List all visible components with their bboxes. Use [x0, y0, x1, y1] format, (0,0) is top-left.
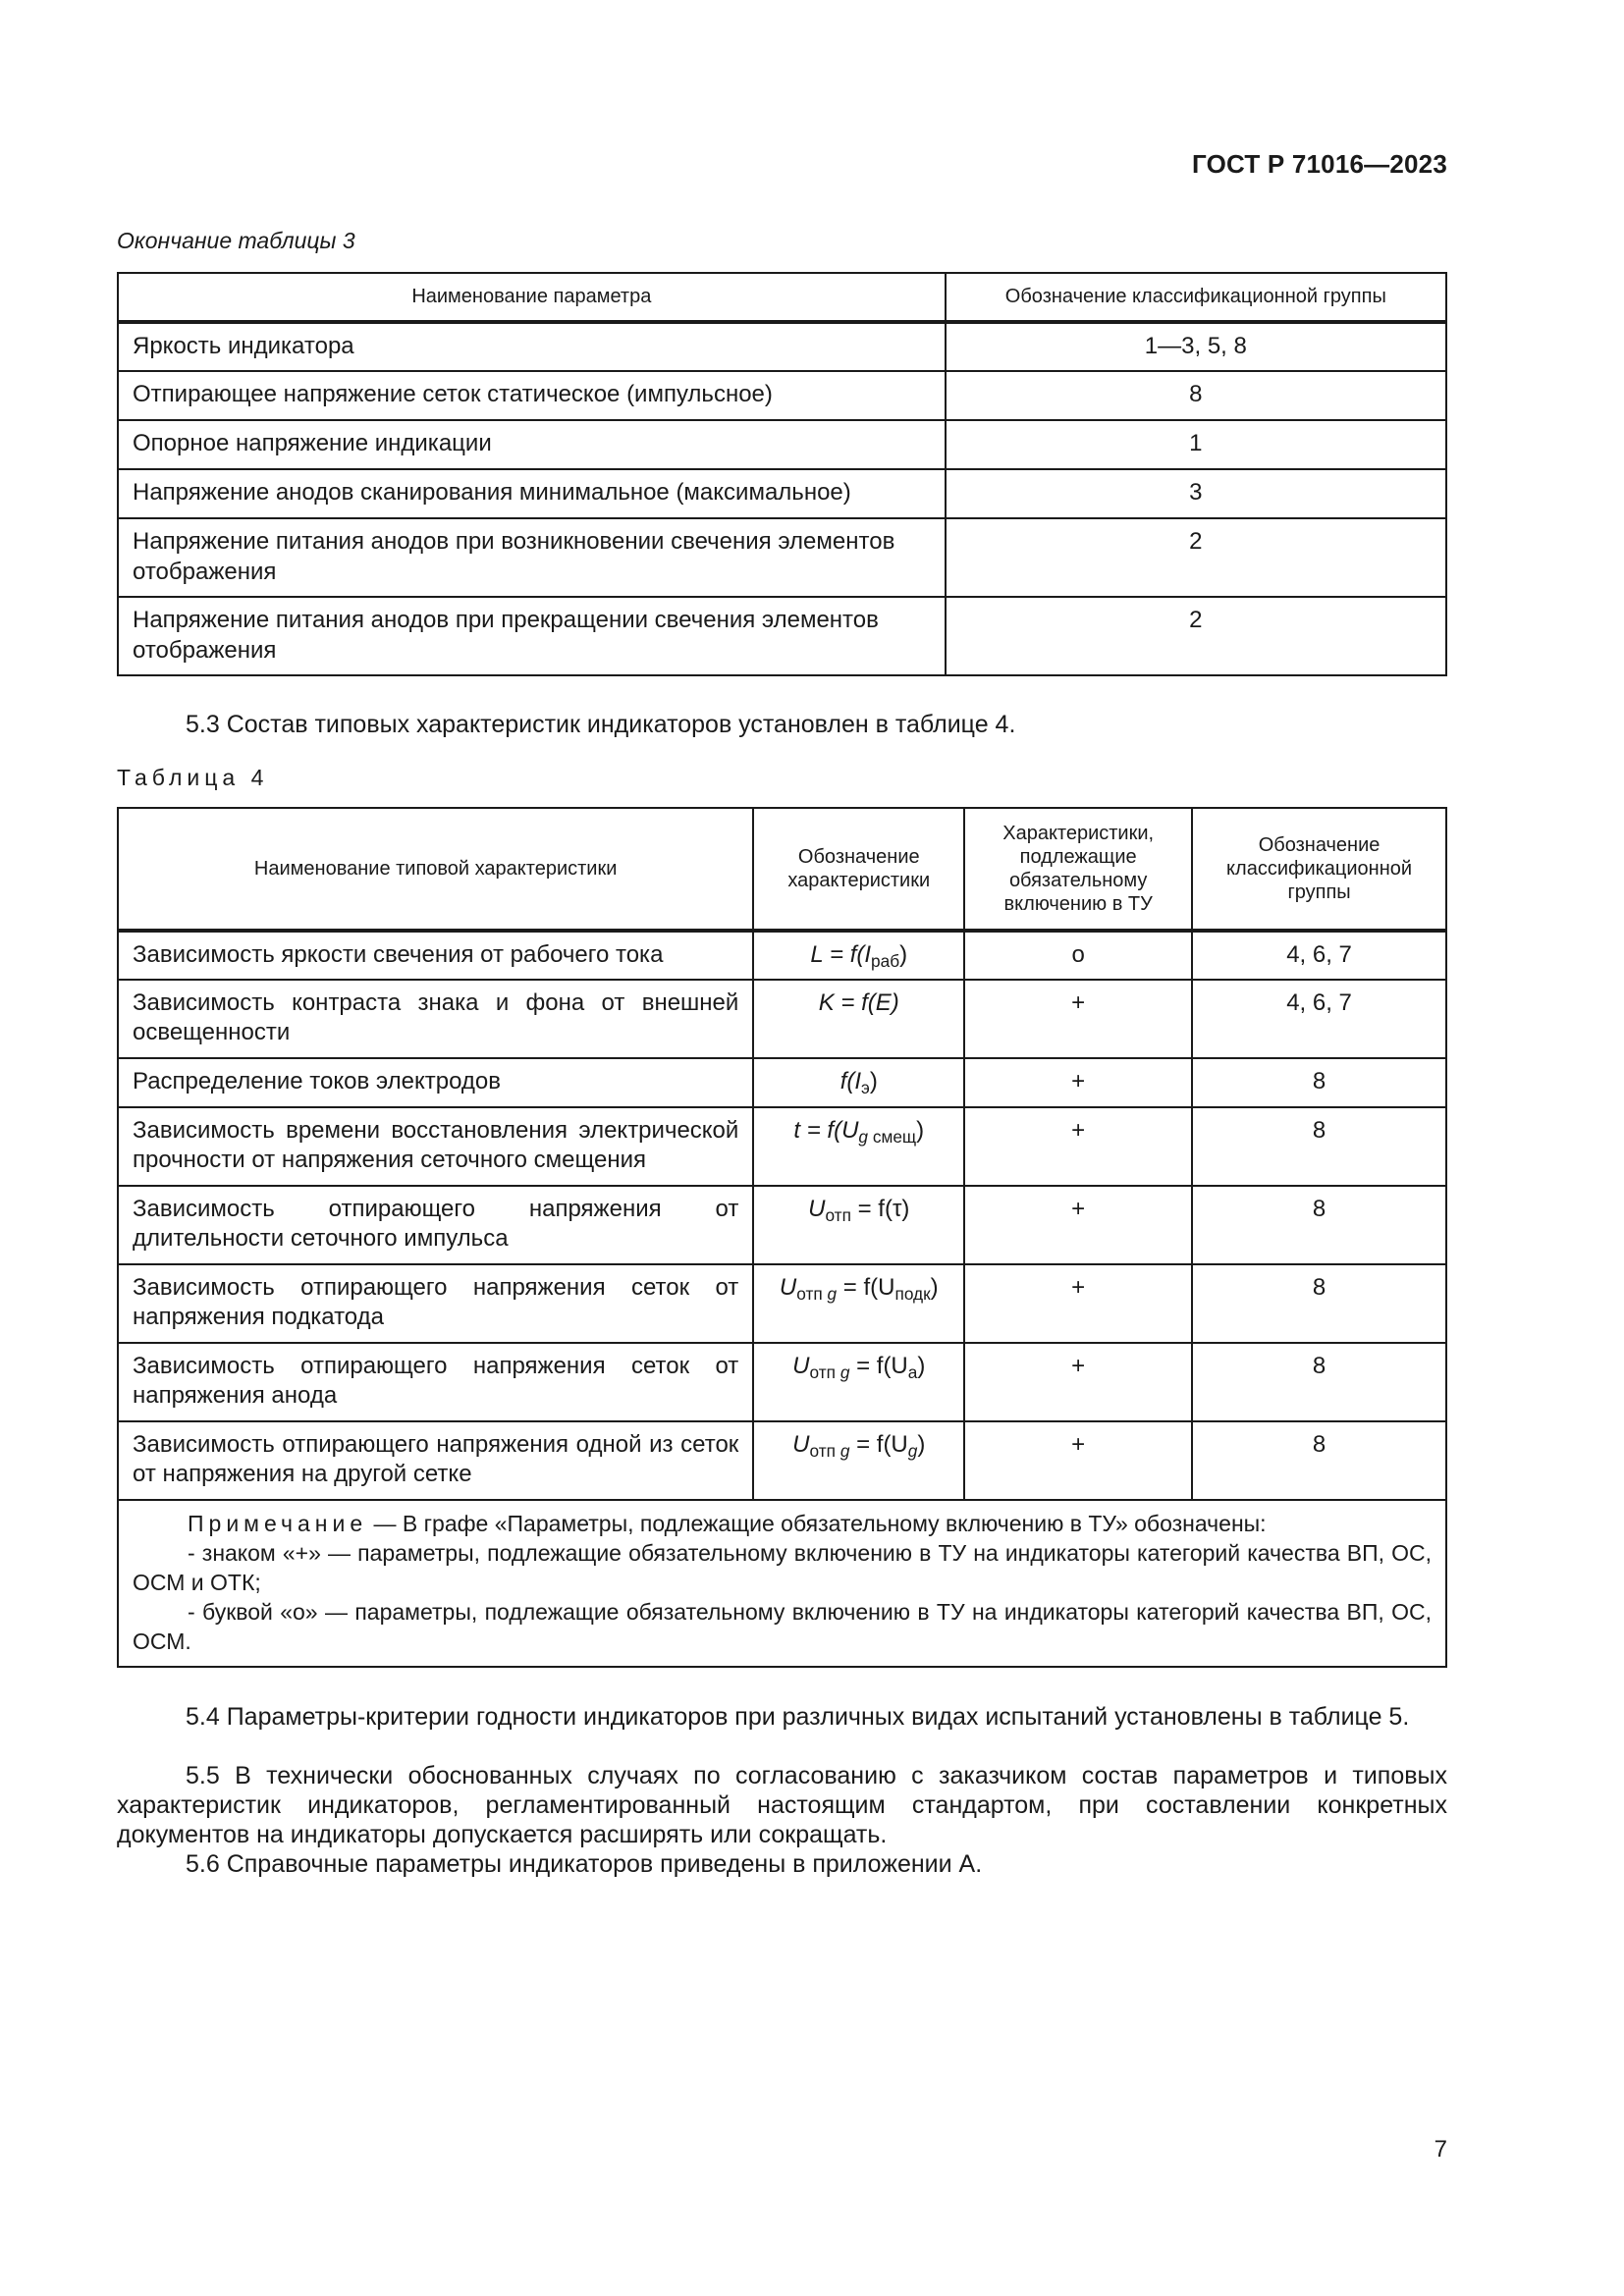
characteristic-name: Зависимость яркости свечения от рабочего тока [118, 931, 753, 980]
mandatory-mark: + [964, 1343, 1192, 1421]
mandatory-mark: + [964, 980, 1192, 1058]
mandatory-mark: + [964, 1264, 1192, 1343]
table4-note-row [118, 1500, 1446, 1667]
table-row [118, 1264, 1446, 1343]
group-code: 8 [946, 371, 1446, 420]
mandatory-mark: + [964, 1107, 1192, 1186]
group-code: 8 [1192, 1343, 1446, 1421]
table4-header-row [118, 808, 1446, 931]
characteristic-symbol: $f(I_э)$ [753, 1058, 964, 1107]
mandatory-mark: о [964, 931, 1192, 980]
paragraph-5-4: 5.4 Параметры-критерии годности индикаторов при различных видах испытаний установлены в таблице 5. [186, 1703, 1410, 1731]
mandatory-mark: + [964, 1186, 1192, 1264]
table3 [117, 272, 1447, 676]
table-row [118, 1421, 1446, 1500]
parameter-name: Напряжение питания анодов при прекращении свечения элементов отображения [118, 597, 946, 675]
table4-column-header: Характеристики, подлежащие обязательному включению в ТУ [964, 808, 1192, 931]
characteristic-symbol: $U_{отп g} = f(U_{подк})$ [753, 1264, 964, 1343]
characteristic-symbol: $L = f(I_{раб})$ [753, 931, 964, 980]
characteristic-symbol: $U_{отп g} = f(U_g)$ [753, 1421, 964, 1500]
characteristic-name: Зависимость контраста знака и фона от внешней освещенности [118, 980, 753, 1058]
table-row [118, 980, 1446, 1058]
table-row [118, 1186, 1446, 1264]
characteristic-symbol: $U_{отп} = f(\tau)$ [753, 1186, 964, 1264]
characteristic-symbol: $U_{отп g} = f(U_а)$ [753, 1343, 964, 1421]
table-row [118, 597, 1446, 675]
paragraph-5-3: 5.3 Состав типовых характеристик индикаторов установлен в таблице 4. [186, 711, 1016, 738]
table3-column-header: Обозначение классификационной группы [946, 273, 1446, 322]
table-row [118, 1343, 1446, 1421]
note-item: - буквой «о» — параметры, подлежащие обязательному включению в ТУ на индикаторы категорий качества ВП, ОС, ОСМ. [133, 1599, 1432, 1654]
characteristic-symbol: $t = f(U_{g смещ})$ [753, 1107, 964, 1186]
group-code: 2 [946, 518, 1446, 597]
mandatory-mark: + [964, 1058, 1192, 1107]
paragraph-5-6: 5.6 Справочные параметры индикаторов приведены в приложении А. [186, 1850, 983, 1878]
table4 [117, 807, 1447, 1668]
table4-column-header: Наименование типовой характеристики [118, 808, 753, 931]
group-code: 8 [1192, 1107, 1446, 1186]
group-code: 1 [946, 420, 1446, 469]
note-intro: Примечание — В графе «Параметры, подлежащие обязательному включению в ТУ» обозначены: [188, 1511, 1267, 1536]
parameter-name: Опорное напряжение индикации [118, 420, 946, 469]
group-code: 4, 6, 7 [1192, 931, 1446, 980]
group-code: 3 [946, 469, 1446, 518]
table4-note [118, 1500, 1446, 1667]
parameter-name: Яркость индикатора [118, 322, 946, 371]
table3-header-row [118, 273, 1446, 322]
characteristic-name: Зависимость отпирающего напряжения сеток от напряжения анода [118, 1343, 753, 1421]
group-code: 8 [1192, 1421, 1446, 1500]
group-code: 4, 6, 7 [1192, 980, 1446, 1058]
table-row [118, 931, 1446, 980]
characteristic-name: Распределение токов электродов [118, 1058, 753, 1107]
parameter-name: Отпирающее напряжение сеток статическое (импульсное) [118, 371, 946, 420]
characteristic-name: Зависимость отпирающего напряжения от длительности сеточного импульса [118, 1186, 753, 1264]
table-row [118, 518, 1446, 597]
table3-caption: Окончание таблицы 3 [117, 228, 355, 253]
mandatory-mark: + [964, 1421, 1192, 1500]
parameter-name: Напряжение анодов сканирования минимальное (максимальное) [118, 469, 946, 518]
note-item: - знаком «+» — параметры, подлежащие обязательному включению в ТУ на индикаторы категорий качества ВП, ОС, ОСМ и ОТК; [133, 1540, 1432, 1595]
characteristic-name: Зависимость времени восстановления электрической прочности от напряжения сеточного смещения [118, 1107, 753, 1186]
table-row [118, 322, 1446, 371]
table-row [118, 371, 1446, 420]
characteristic-name: Зависимость отпирающего напряжения сеток от напряжения подкатода [118, 1264, 753, 1343]
group-code: 8 [1192, 1264, 1446, 1343]
page-number: 7 [1434, 2136, 1447, 2163]
table4-column-header: Обозначение классификационной группы [1192, 808, 1446, 931]
characteristic-name: Зависимость отпирающего напряжения одной из сеток от напряжения на другой сетке [118, 1421, 753, 1500]
table-row [118, 469, 1446, 518]
group-code: 1—3, 5, 8 [946, 322, 1446, 371]
table4-label: Таблица 4 [117, 765, 269, 790]
table-row [118, 1107, 1446, 1186]
group-code: 8 [1192, 1058, 1446, 1107]
table3-column-header: Наименование параметра [118, 273, 946, 322]
parameter-name: Напряжение питания анодов при возникновении свечения элементов отображения [118, 518, 946, 597]
group-code: 2 [946, 597, 1446, 675]
table-row [118, 420, 1446, 469]
paragraph-5-5: 5.5 В технически обоснованных случаях по согласованию с заказчиком состав параметров и типовых характеристик индикаторов, регламентированный настоящим стандартом, при составлении конкретных документов на индикаторы допускается расширять или сокращать. [117, 1762, 1447, 1848]
table4-column-header: Обозначение характеристики [753, 808, 964, 931]
table-row [118, 1058, 1446, 1107]
group-code: 8 [1192, 1186, 1446, 1264]
document-code: ГОСТ Р 71016—2023 [1192, 149, 1447, 179]
characteristic-symbol: K = f(E) [753, 980, 964, 1058]
